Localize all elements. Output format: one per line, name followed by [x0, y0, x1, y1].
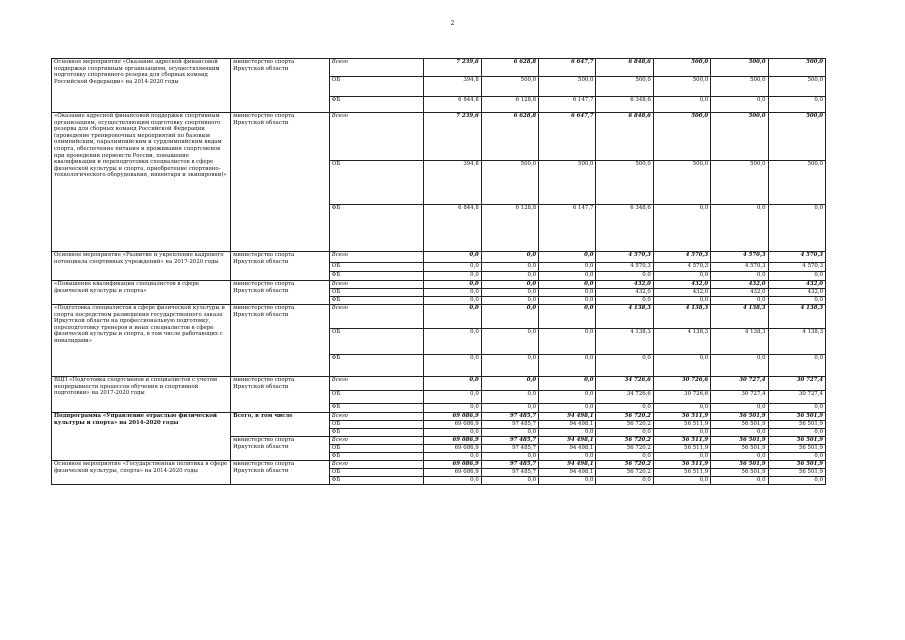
event-name-cell: Основное мероприятие «Развитие и укрепление кадрового потенциала спортивных учреждений» на 2017-2020 годы: [52, 252, 231, 281]
amount-cell: 30 726,6: [653, 391, 710, 404]
amount-cell: 4 570,3: [596, 252, 653, 263]
funding-source-cell: ФБ: [329, 297, 424, 305]
funding-source-cell: ОБ: [329, 421, 424, 429]
executor-cell: министерство спорта Иркутской области: [231, 59, 330, 113]
amount-cell: 0,0: [768, 477, 825, 485]
amount-cell: 394,8: [424, 161, 481, 205]
amount-cell: 0,0: [481, 453, 538, 461]
amount-cell: 94 498,1: [539, 437, 596, 445]
amount-cell: 56 501,9: [711, 461, 768, 469]
amount-cell: 500,0: [711, 77, 768, 97]
amount-cell: 56 511,9: [653, 413, 710, 421]
amount-cell: 97 485,7: [481, 445, 538, 453]
event-name-cell: «Оказание адресной финансовой поддержки спортивным организациям, осуществляющим подготовку спортивного резерва для сборных команд Российской Федерации (проведение тренировочных мероприятий по базовым олимпийским, паралимпийским и сурдлимпийским видам спорта, обеспечение питания и проживания спортсменов при проведении первенств России, повышение квалификации и переподготовки специалистов в сфере физической культуры и спорта, приобретение спортивно-технологического оборудования, инвентаря и экипировки)»: [52, 113, 231, 252]
amount-cell: 0,0: [481, 297, 538, 305]
amount-cell: 432,0: [653, 281, 710, 289]
amount-cell: 94 498,1: [539, 445, 596, 453]
amount-cell: 432,0: [768, 281, 825, 289]
amount-cell: 6 128,8: [481, 97, 538, 113]
amount-cell: 0,0: [711, 97, 768, 113]
amount-cell: 4 570,3: [596, 263, 653, 272]
funding-source-cell: ОБ: [329, 263, 424, 272]
amount-cell: 0,0: [653, 453, 710, 461]
amount-cell: 394,8: [424, 77, 481, 97]
amount-cell: 0,0: [539, 377, 596, 391]
amount-cell: 0,0: [424, 477, 481, 485]
amount-cell: 56 501,9: [711, 437, 768, 445]
amount-cell: 0,0: [653, 355, 710, 377]
amount-cell: 6 647,7: [539, 113, 596, 161]
amount-cell: 56 501,9: [711, 413, 768, 421]
amount-cell: 0,0: [768, 404, 825, 413]
amount-cell: 0,0: [424, 404, 481, 413]
funding-source-cell: ОБ: [329, 77, 424, 97]
amount-cell: 432,0: [596, 281, 653, 289]
event-name-cell: Основное мероприятие «Оказание адресной финансовой поддержки спортивным организациям, осуществляющим подготовку спортивного резерва для сборных команд Российской Федерации» на 2014-2020 годы: [52, 59, 231, 113]
table-row: [52, 252, 826, 263]
amount-cell: 4 138,3: [768, 305, 825, 329]
amount-cell: 56 501,9: [768, 461, 825, 469]
amount-cell: 0,0: [596, 429, 653, 437]
amount-cell: 30 727,4: [711, 391, 768, 404]
amount-cell: 0,0: [539, 391, 596, 404]
table-row: [52, 113, 826, 161]
event-name-cell: «Подготовка специалистов в сфере физической культуры и спорта посредством размещения государственного заказа Иркутской области на профессиональную подготовку, переподготовку тренеров и иных специалистов в сфере физической культуры и спорта, в том числе работающих с инвалидами»: [52, 305, 231, 377]
amount-cell: 6 844,8: [424, 97, 481, 113]
amount-cell: 4 570,3: [711, 263, 768, 272]
amount-cell: 0,0: [481, 263, 538, 272]
amount-cell: 0,0: [424, 272, 481, 281]
amount-cell: 0,0: [539, 477, 596, 485]
amount-cell: 0,0: [424, 289, 481, 297]
amount-cell: 0,0: [711, 477, 768, 485]
amount-cell: 56 720,2: [596, 437, 653, 445]
funding-source-cell: ФБ: [329, 355, 424, 377]
amount-cell: 6 348,6: [596, 97, 653, 113]
amount-cell: 0,0: [653, 205, 710, 252]
amount-cell: 6 844,8: [424, 205, 481, 252]
amount-cell: 0,0: [711, 297, 768, 305]
funding-source-cell: ФБ: [329, 272, 424, 281]
table-row: [52, 413, 826, 421]
amount-cell: 0,0: [539, 289, 596, 297]
amount-cell: 4 570,3: [653, 252, 710, 263]
amount-cell: 34 726,6: [596, 377, 653, 391]
amount-cell: 0,0: [653, 97, 710, 113]
amount-cell: 0,0: [424, 391, 481, 404]
funding-source-cell: ФБ: [329, 404, 424, 413]
funding-source-cell: Всего: [329, 461, 424, 469]
amount-cell: 0,0: [711, 355, 768, 377]
amount-cell: 0,0: [539, 305, 596, 329]
amount-cell: 6 628,8: [481, 59, 538, 77]
amount-cell: 6 647,7: [539, 59, 596, 77]
amount-cell: 69 086,9: [424, 413, 481, 421]
amount-cell: 4 138,3: [596, 329, 653, 355]
amount-cell: 0,0: [539, 272, 596, 281]
funding-source-cell: Всего: [329, 281, 424, 289]
table-row: [52, 59, 826, 77]
amount-cell: 97 485,7: [481, 461, 538, 469]
funding-source-cell: ФБ: [329, 453, 424, 461]
amount-cell: 94 498,1: [539, 413, 596, 421]
amount-cell: 500,0: [539, 77, 596, 97]
amount-cell: 4 570,3: [768, 263, 825, 272]
amount-cell: 30 727,4: [768, 391, 825, 404]
amount-cell: 0,0: [424, 263, 481, 272]
amount-cell: 0,0: [424, 377, 481, 391]
amount-cell: 0,0: [424, 429, 481, 437]
funding-source-cell: ФБ: [329, 97, 424, 113]
amount-cell: 500,0: [539, 161, 596, 205]
amount-cell: 4 570,3: [711, 252, 768, 263]
amount-cell: 4 138,3: [596, 305, 653, 329]
funding-source-cell: Всего: [329, 437, 424, 445]
amount-cell: 6 147,7: [539, 97, 596, 113]
amount-cell: 69 086,9: [424, 469, 481, 477]
executor-cell: министерство спорта Иркутской области: [231, 461, 330, 485]
amount-cell: 0,0: [711, 272, 768, 281]
amount-cell: 0,0: [768, 355, 825, 377]
amount-cell: 432,0: [711, 289, 768, 297]
amount-cell: 0,0: [653, 477, 710, 485]
amount-cell: 94 498,1: [539, 421, 596, 429]
amount-cell: 0,0: [768, 429, 825, 437]
amount-cell: 500,0: [768, 161, 825, 205]
amount-cell: 500,0: [711, 59, 768, 77]
table-row: [52, 377, 826, 391]
funding-source-cell: Всего: [329, 59, 424, 77]
amount-cell: 56 511,9: [653, 461, 710, 469]
amount-cell: 0,0: [596, 404, 653, 413]
amount-cell: 97 485,7: [481, 421, 538, 429]
amount-cell: 94 498,1: [539, 461, 596, 469]
amount-cell: 56 511,9: [653, 437, 710, 445]
amount-cell: 56 720,2: [596, 445, 653, 453]
amount-cell: 0,0: [539, 263, 596, 272]
amount-cell: 69 086,9: [424, 437, 481, 445]
amount-cell: 0,0: [481, 305, 538, 329]
amount-cell: 0,0: [539, 355, 596, 377]
amount-cell: 0,0: [768, 297, 825, 305]
event-name-cell: Подпрограмма «Управление отраслью физической культуры и спорта» на 2014-2020 годы: [52, 413, 231, 461]
amount-cell: 56 501,9: [711, 445, 768, 453]
amount-cell: 0,0: [596, 477, 653, 485]
funding-source-cell: ОБ: [329, 329, 424, 355]
funding-source-cell: ОБ: [329, 391, 424, 404]
amount-cell: 500,0: [653, 113, 710, 161]
amount-cell: 7 239,6: [424, 59, 481, 77]
amount-cell: 56 720,2: [596, 413, 653, 421]
amount-cell: 0,0: [424, 305, 481, 329]
amount-cell: 56 511,9: [653, 421, 710, 429]
amount-cell: 56 720,2: [596, 421, 653, 429]
amount-cell: 0,0: [711, 205, 768, 252]
amount-cell: 0,0: [481, 391, 538, 404]
amount-cell: 30 726,6: [653, 377, 710, 391]
executor-cell: министерство спорта Иркутской области: [231, 305, 330, 377]
amount-cell: 0,0: [711, 404, 768, 413]
table-row: [52, 305, 826, 329]
executor-cell: министерство спорта Иркутской области: [231, 113, 330, 252]
funding-source-cell: ФБ: [329, 205, 424, 252]
amount-cell: 500,0: [711, 161, 768, 205]
amount-cell: 4 570,3: [653, 263, 710, 272]
funding-source-cell: ОБ: [329, 445, 424, 453]
page-number: 2: [450, 20, 455, 27]
amount-cell: 6 628,8: [481, 113, 538, 161]
amount-cell: 432,0: [653, 289, 710, 297]
amount-cell: 4 138,3: [768, 329, 825, 355]
amount-cell: 500,0: [653, 59, 710, 77]
amount-cell: 500,0: [768, 59, 825, 77]
amount-cell: 0,0: [539, 297, 596, 305]
amount-cell: 0,0: [481, 477, 538, 485]
amount-cell: 0,0: [711, 453, 768, 461]
amount-cell: 500,0: [768, 113, 825, 161]
amount-cell: 56 501,9: [768, 445, 825, 453]
amount-cell: 56 501,9: [768, 421, 825, 429]
amount-cell: 0,0: [596, 272, 653, 281]
funding-source-cell: ОБ: [329, 469, 424, 477]
executor-cell: Всего, в том числе: [231, 413, 330, 437]
budget-table: [51, 58, 826, 485]
amount-cell: 0,0: [481, 329, 538, 355]
amount-cell: 0,0: [653, 429, 710, 437]
amount-cell: 0,0: [539, 329, 596, 355]
amount-cell: 56 720,2: [596, 469, 653, 477]
amount-cell: 500,0: [596, 161, 653, 205]
amount-cell: 0,0: [539, 429, 596, 437]
amount-cell: 0,0: [481, 281, 538, 289]
funding-source-cell: Всего: [329, 377, 424, 391]
amount-cell: 432,0: [596, 289, 653, 297]
amount-cell: 6 848,6: [596, 59, 653, 77]
amount-cell: 0,0: [424, 252, 481, 263]
amount-cell: 0,0: [768, 453, 825, 461]
funding-source-cell: ФБ: [329, 477, 424, 485]
amount-cell: 56 720,2: [596, 461, 653, 469]
amount-cell: 500,0: [711, 113, 768, 161]
amount-cell: 0,0: [424, 453, 481, 461]
amount-cell: 4 138,3: [711, 305, 768, 329]
amount-cell: 56 511,9: [653, 469, 710, 477]
amount-cell: 0,0: [653, 297, 710, 305]
amount-cell: 0,0: [481, 404, 538, 413]
funding-source-cell: ОБ: [329, 161, 424, 205]
funding-source-cell: Всего: [329, 252, 424, 263]
amount-cell: 97 485,7: [481, 437, 538, 445]
amount-cell: 0,0: [481, 252, 538, 263]
amount-cell: 500,0: [481, 77, 538, 97]
amount-cell: 56 501,9: [711, 421, 768, 429]
amount-cell: 0,0: [539, 453, 596, 461]
executor-cell: министерство спорта Иркутской области: [231, 377, 330, 413]
event-name-cell: Основное мероприятие «Государственная политика в сфере физической культуры, спорта» на 2014-2020 годы: [52, 461, 231, 485]
amount-cell: 0,0: [596, 297, 653, 305]
amount-cell: 4 138,3: [711, 329, 768, 355]
amount-cell: 500,0: [653, 161, 710, 205]
amount-cell: 0,0: [711, 429, 768, 437]
amount-cell: 6 147,7: [539, 205, 596, 252]
funding-source-cell: Всего: [329, 413, 424, 421]
amount-cell: 4 138,3: [653, 329, 710, 355]
amount-cell: 0,0: [653, 272, 710, 281]
executor-cell: министерство спорта Иркутской области: [231, 437, 330, 461]
amount-cell: 0,0: [539, 281, 596, 289]
amount-cell: 0,0: [768, 272, 825, 281]
amount-cell: 0,0: [424, 355, 481, 377]
amount-cell: 0,0: [481, 429, 538, 437]
amount-cell: 4 570,3: [768, 252, 825, 263]
amount-cell: 69 086,9: [424, 461, 481, 469]
amount-cell: 0,0: [768, 205, 825, 252]
amount-cell: 7 239,6: [424, 113, 481, 161]
amount-cell: 30 727,4: [768, 377, 825, 391]
amount-cell: 0,0: [596, 453, 653, 461]
amount-cell: 432,0: [711, 281, 768, 289]
amount-cell: 56 511,9: [653, 445, 710, 453]
event-name-cell: ВЦП «Подготовка спортсменов и специалистов с учетом непрерывности процессов обучения и спортивной подготовки» на 2017-2020 годы: [52, 377, 231, 413]
amount-cell: 500,0: [596, 77, 653, 97]
amount-cell: 97 485,7: [481, 413, 538, 421]
executor-cell: министерство спорта Иркутской области: [231, 252, 330, 281]
amount-cell: 0,0: [424, 297, 481, 305]
amount-cell: 56 501,9: [768, 413, 825, 421]
funding-source-cell: ФБ: [329, 429, 424, 437]
amount-cell: 0,0: [653, 404, 710, 413]
amount-cell: 34 726,6: [596, 391, 653, 404]
amount-cell: 94 498,1: [539, 469, 596, 477]
amount-cell: 0,0: [424, 281, 481, 289]
executor-cell: министерство спорта Иркутской области: [231, 281, 330, 305]
amount-cell: 0,0: [596, 355, 653, 377]
amount-cell: 0,0: [481, 355, 538, 377]
table-row: [52, 281, 826, 289]
amount-cell: 56 501,9: [711, 469, 768, 477]
amount-cell: 0,0: [481, 272, 538, 281]
amount-cell: 30 727,4: [711, 377, 768, 391]
amount-cell: 500,0: [653, 77, 710, 97]
amount-cell: 4 138,3: [653, 305, 710, 329]
amount-cell: 432,0: [768, 289, 825, 297]
amount-cell: 69 086,9: [424, 445, 481, 453]
amount-cell: 0,0: [768, 97, 825, 113]
amount-cell: 56 501,9: [768, 469, 825, 477]
amount-cell: 69 086,9: [424, 421, 481, 429]
event-name-cell: «Повышение квалификации специалистов в сфере физической культуры и спорта»: [52, 281, 231, 305]
amount-cell: 97 485,7: [481, 469, 538, 477]
funding-source-cell: Всего: [329, 305, 424, 329]
amount-cell: 56 501,9: [768, 437, 825, 445]
funding-source-cell: Всего: [329, 113, 424, 161]
amount-cell: 6 848,6: [596, 113, 653, 161]
amount-cell: 6 128,8: [481, 205, 538, 252]
amount-cell: 0,0: [539, 252, 596, 263]
amount-cell: 0,0: [481, 289, 538, 297]
amount-cell: 0,0: [539, 404, 596, 413]
funding-source-cell: ОБ: [329, 289, 424, 297]
amount-cell: 0,0: [481, 377, 538, 391]
amount-cell: 500,0: [481, 161, 538, 205]
amount-cell: 500,0: [768, 77, 825, 97]
amount-cell: 6 348,6: [596, 205, 653, 252]
table-row: [52, 461, 826, 469]
amount-cell: 0,0: [424, 329, 481, 355]
